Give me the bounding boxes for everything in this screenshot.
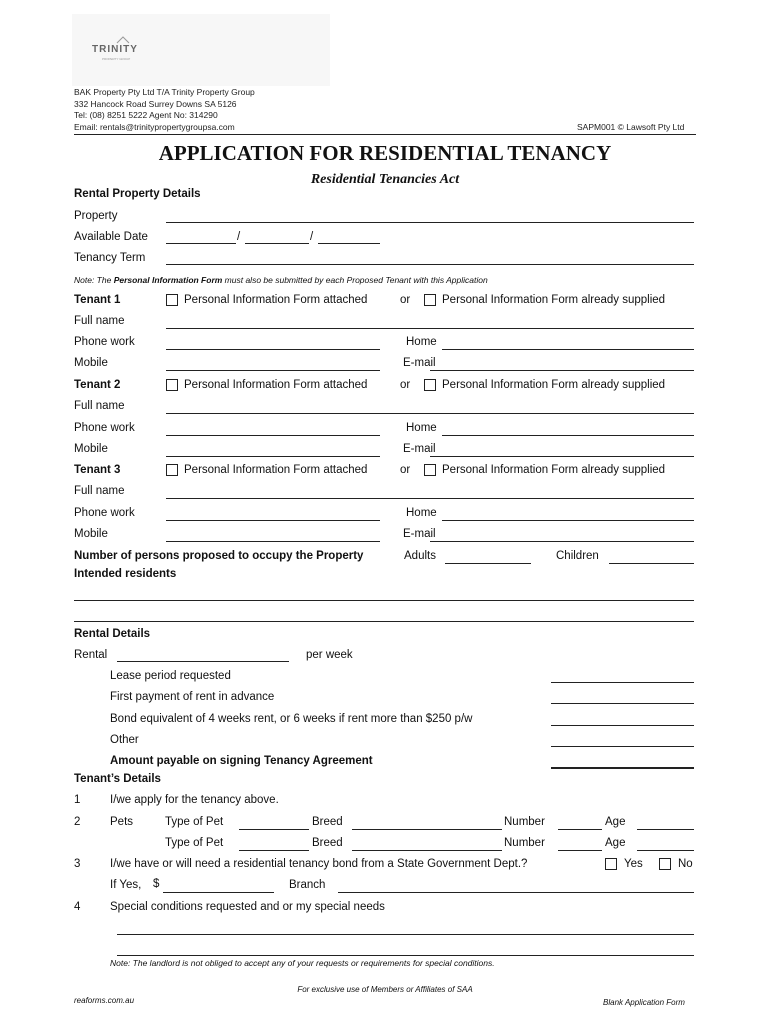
- pet-1-type-label: Type of Pet: [165, 816, 224, 828]
- children-label: Children: [556, 550, 599, 562]
- item-1-number: 1: [74, 794, 81, 806]
- tenant-1-or: or: [400, 294, 411, 306]
- other-label: Other: [110, 734, 139, 746]
- tenant-1-full-name-field[interactable]: [166, 328, 694, 329]
- tenant-2-mobile-label: Mobile: [74, 443, 108, 455]
- pet-2-number-field[interactable]: [558, 850, 602, 851]
- available-date-day-field[interactable]: [166, 243, 236, 244]
- intended-residents-label: Intended residents: [74, 568, 177, 580]
- agency-email: Email: rentals@trinitypropertygroupsa.com: [74, 122, 235, 132]
- other-field[interactable]: [551, 746, 694, 747]
- tenant-2-supplied-checkbox[interactable]: [424, 379, 436, 391]
- property-field[interactable]: [166, 222, 694, 223]
- tenancy-term-field[interactable]: [166, 264, 694, 265]
- amount-payable-field[interactable]: [551, 767, 694, 769]
- tenant-1-mobile-label: Mobile: [74, 357, 108, 369]
- first-payment-field[interactable]: [551, 703, 694, 704]
- tenant-1-full-name-label: Full name: [74, 315, 125, 327]
- per-week-label: per week: [306, 649, 353, 661]
- tenant-2-email-label: E-mail: [403, 443, 436, 455]
- dollar-sign: $: [153, 878, 160, 890]
- tenant-2-attached-label: Personal Information Form attached: [184, 379, 368, 391]
- item-3-text: I/we have or will need a residential tenancy bond from a State Government Dept.?: [110, 858, 528, 870]
- special-conditions-field-1[interactable]: [117, 934, 694, 935]
- adults-field[interactable]: [445, 563, 531, 564]
- tenant-3-full-name-label: Full name: [74, 485, 125, 497]
- pet-1-number-label: Number: [504, 816, 545, 828]
- branch-label: Branch: [289, 879, 326, 891]
- occupancy-label: Number of persons proposed to occupy the Property: [74, 550, 364, 562]
- pets-label: Pets: [110, 816, 134, 828]
- available-date-month-field[interactable]: [245, 243, 309, 244]
- tenant-1-supplied-label: Personal Information Form already supplied: [442, 294, 666, 306]
- branch-field[interactable]: [338, 892, 694, 893]
- rental-label: Rental: [74, 649, 108, 661]
- tenant-1-home-label: Home: [406, 336, 437, 348]
- tenant-2-phone-work-field[interactable]: [166, 435, 380, 436]
- copyright: SAPM001 © Lawsoft Pty Ltd: [577, 122, 685, 132]
- pet-2-type-label: Type of Pet: [165, 837, 224, 849]
- tenant-2-attached-checkbox[interactable]: [166, 379, 178, 391]
- if-yes-label: If Yes,: [110, 879, 142, 891]
- tenant-1-attached-label: Personal Information Form attached: [184, 294, 368, 306]
- logo: [72, 14, 330, 86]
- tenant-2-phone-work-label: Phone work: [74, 422, 135, 434]
- tenant-1-supplied-checkbox[interactable]: [424, 294, 436, 306]
- item-3-number: 3: [74, 858, 81, 870]
- tenant-2-label: Tenant 2: [74, 379, 121, 391]
- logo-text: TRINITY: [92, 44, 138, 55]
- pet-2-age-field[interactable]: [637, 850, 694, 851]
- agency-line-2: 332 Hancock Road Surrey Downs SA 5126: [74, 99, 237, 109]
- pet-1-type-field[interactable]: [239, 829, 309, 830]
- tenant-1-home-field[interactable]: [442, 349, 694, 350]
- agency-line-1: BAK Property Pty Ltd T/A Trinity Property Group: [74, 87, 255, 97]
- tenant-3-home-field[interactable]: [442, 520, 694, 521]
- tenant-2-mobile-field[interactable]: [166, 456, 380, 457]
- tenant-3-mobile-field[interactable]: [166, 541, 380, 542]
- tenant-1-email-label: E-mail: [403, 357, 436, 369]
- tenant-1-attached-checkbox[interactable]: [166, 294, 178, 306]
- landlord-note: Note: The landlord is not obliged to accept any of your requests or requirements for special conditions.: [110, 958, 495, 968]
- available-date-label: Available Date: [74, 231, 148, 243]
- intended-residents-field-2[interactable]: [74, 621, 694, 622]
- pet-2-age-label: Age: [605, 837, 626, 849]
- lease-period-label: Lease period requested: [110, 670, 231, 682]
- pet-1-breed-field[interactable]: [352, 829, 502, 830]
- tenant-3-supplied-checkbox[interactable]: [424, 464, 436, 476]
- pet-1-number-field[interactable]: [558, 829, 602, 830]
- pet-2-type-field[interactable]: [239, 850, 309, 851]
- tenant-3-mobile-label: Mobile: [74, 528, 108, 540]
- reaforms-site: reaforms.com.au: [74, 996, 135, 1005]
- rental-property-heading: Rental Property Details: [74, 188, 201, 200]
- page-title: APPLICATION FOR RESIDENTIAL TENANCY: [158, 141, 612, 165]
- bond-yes-checkbox[interactable]: [605, 858, 617, 870]
- tenant-3-attached-checkbox[interactable]: [166, 464, 178, 476]
- tenant-3-phone-work-label: Phone work: [74, 507, 135, 519]
- bond-amount-field[interactable]: [163, 892, 274, 893]
- tenant-2-home-label: Home: [406, 422, 437, 434]
- tenant-1-mobile-field[interactable]: [166, 370, 380, 371]
- tenant-3-email-label: E-mail: [403, 528, 436, 540]
- tenant-3-supplied-label: Personal Information Form already supplied: [442, 464, 666, 476]
- tenant-2-full-name-field[interactable]: [166, 413, 694, 414]
- bond-field[interactable]: [551, 725, 694, 726]
- intended-residents-field-1[interactable]: [74, 600, 694, 601]
- tenancy-term-label: Tenancy Term: [74, 252, 146, 264]
- tenant-2-email-field[interactable]: [430, 456, 694, 457]
- item-2-number: 2: [74, 816, 81, 828]
- bond-yes-label: Yes: [624, 858, 643, 870]
- bond-no-label: No: [678, 858, 693, 870]
- agency-line-3: Tel: (08) 8251 5222 Agent No: 314290: [74, 110, 218, 120]
- personal-info-note: Note: The Personal Information Form must also be submitted by each Proposed Tenant with this Application: [74, 275, 488, 285]
- tenants-details-heading: Tenant’s Details: [74, 773, 161, 785]
- children-field[interactable]: [609, 563, 694, 564]
- tenant-1-label: Tenant 1: [74, 294, 121, 306]
- first-payment-label: First payment of rent in advance: [110, 691, 275, 703]
- date-separator-2: /: [310, 231, 314, 243]
- bond-label: Bond equivalent of 4 weeks rent, or 6 weeks if rent more than $250 p/w: [110, 713, 473, 725]
- bond-no-checkbox[interactable]: [659, 858, 671, 870]
- item-1-text: I/we apply for the tenancy above.: [110, 794, 279, 806]
- tenant-1-phone-work-field[interactable]: [166, 349, 380, 350]
- amount-payable-label: Amount payable on signing Tenancy Agreement: [110, 755, 373, 767]
- page-subtitle: Residential Tenancies Act: [310, 172, 460, 187]
- tenant-3-full-name-field[interactable]: [166, 498, 694, 499]
- header-rule: [74, 134, 696, 135]
- available-date-year-field[interactable]: [318, 243, 380, 244]
- tenant-2-full-name-label: Full name: [74, 400, 125, 412]
- exclusive-use-footer: For exclusive use of Members or Affiliates of SAA: [297, 985, 473, 994]
- tenant-3-email-field[interactable]: [430, 541, 694, 542]
- pet-1-age-label: Age: [605, 816, 626, 828]
- form-name: Blank Application Form: [603, 998, 685, 1007]
- tenant-3-label: Tenant 3: [74, 464, 121, 476]
- rental-details-heading: Rental Details: [74, 628, 151, 640]
- tenant-1-email-field[interactable]: [430, 370, 694, 371]
- logo-roof-icon: [116, 36, 130, 44]
- date-separator-1: /: [237, 231, 241, 243]
- tenant-2-supplied-label: Personal Information Form already supplied: [442, 379, 666, 391]
- rental-field[interactable]: [117, 661, 289, 662]
- tenant-3-or: or: [400, 464, 411, 476]
- tenant-3-attached-label: Personal Information Form attached: [184, 464, 368, 476]
- pet-2-breed-label: Breed: [312, 837, 343, 849]
- tenant-1-phone-work-label: Phone work: [74, 336, 135, 348]
- pet-2-breed-field[interactable]: [352, 850, 502, 851]
- pet-2-number-label: Number: [504, 837, 545, 849]
- logo-subtext: PROPERTY GROUP: [102, 57, 131, 61]
- property-label: Property: [74, 210, 118, 222]
- tenant-3-phone-work-field[interactable]: [166, 520, 380, 521]
- item-4-text: Special conditions requested and or my special needs: [110, 901, 385, 913]
- tenant-3-home-label: Home: [406, 507, 437, 519]
- adults-label: Adults: [404, 550, 436, 562]
- pet-1-age-field[interactable]: [637, 829, 694, 830]
- tenant-2-or: or: [400, 379, 411, 391]
- tenant-2-home-field[interactable]: [442, 435, 694, 436]
- lease-period-field[interactable]: [551, 682, 694, 683]
- pet-1-breed-label: Breed: [312, 816, 343, 828]
- special-conditions-field-2[interactable]: [117, 955, 694, 956]
- item-4-number: 4: [74, 901, 81, 913]
